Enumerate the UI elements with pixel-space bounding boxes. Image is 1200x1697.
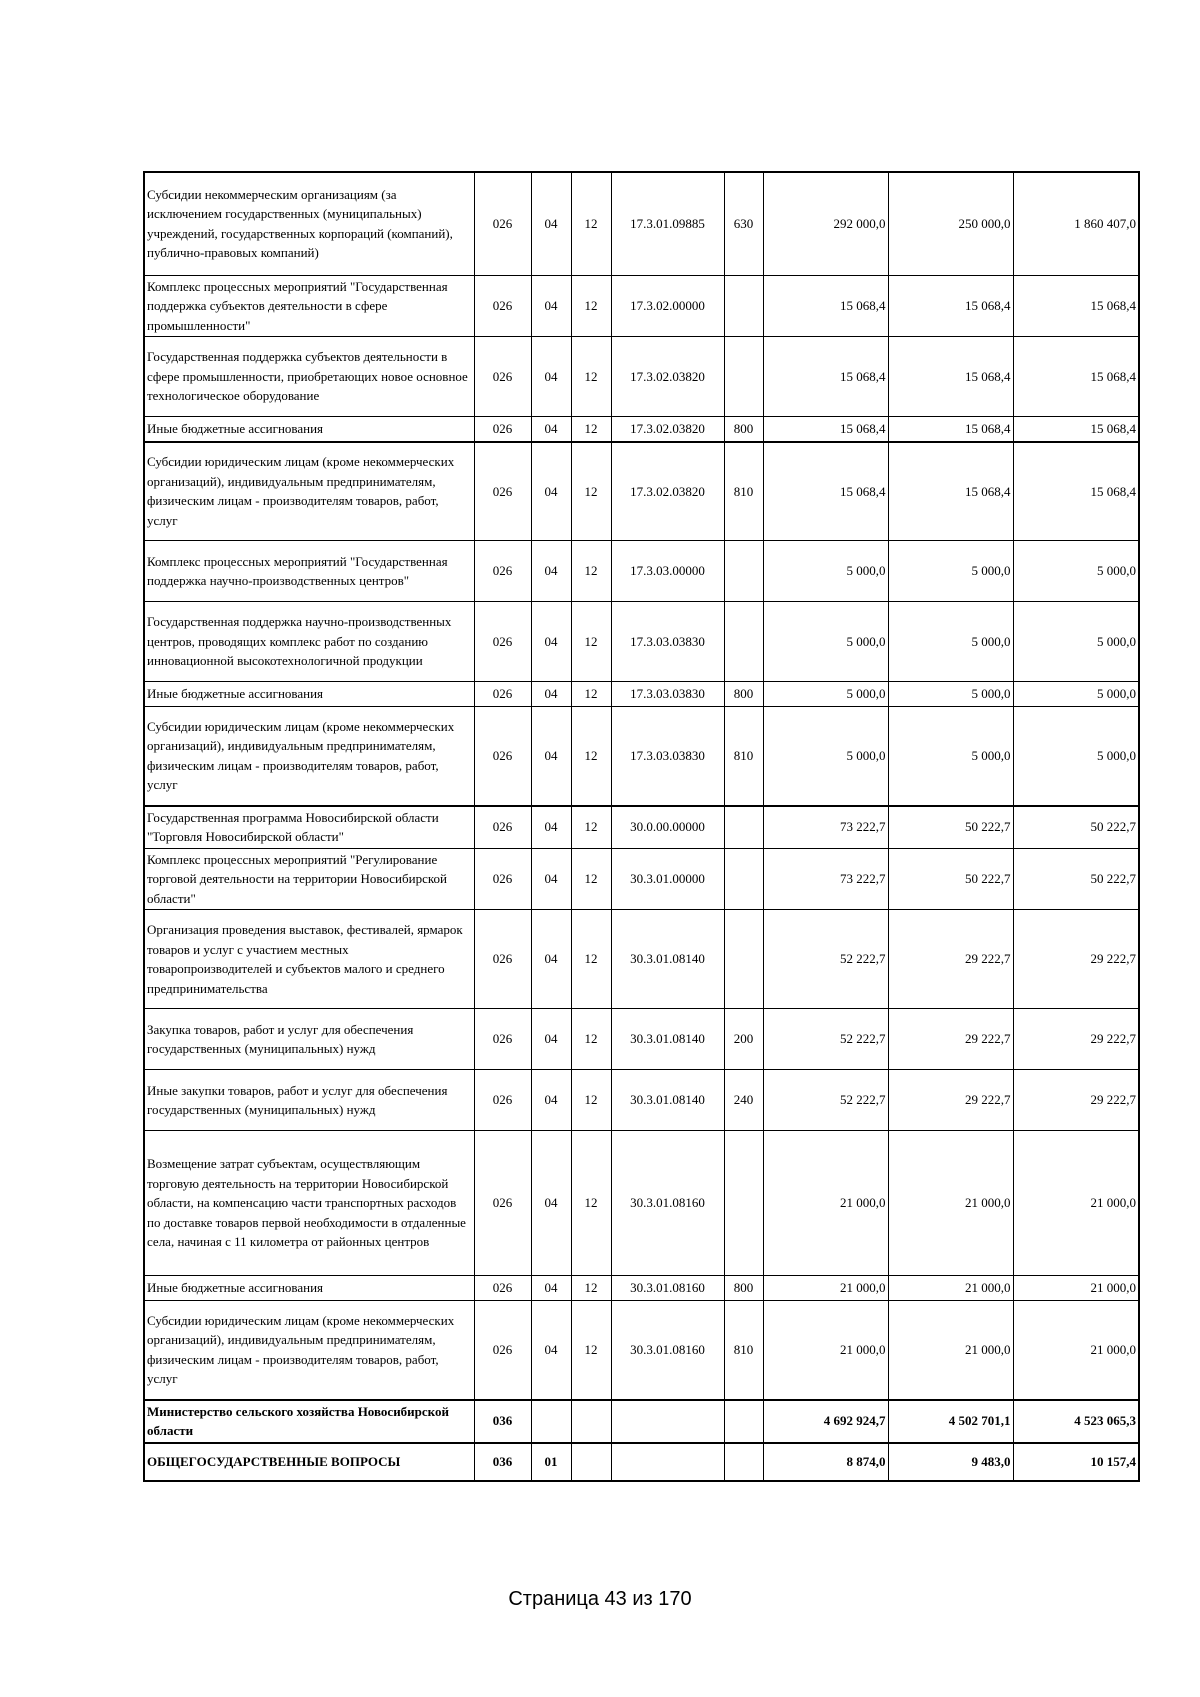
table-row [144,1070,1139,1131]
section-code: 04 [531,417,571,442]
target-article: 17.3.03.03830 [611,707,724,806]
target-article [611,1400,724,1443]
subsection-code: 12 [571,442,611,541]
ministry-code: 026 [474,806,531,849]
target-article [611,1443,724,1481]
subsection-code: 12 [571,682,611,707]
table-row [144,541,1139,602]
ministry-code: 026 [474,337,531,417]
section-code: 04 [531,707,571,806]
table-row [144,337,1139,417]
amount-year-3: 10 157,4 [1013,1443,1139,1481]
target-article: 17.3.03.00000 [611,541,724,602]
amount-year-1: 15 068,4 [763,417,888,442]
table-row [144,275,1139,337]
target-article: 17.3.02.03820 [611,417,724,442]
expense-type [724,337,763,417]
row-name: Возмещение затрат субъектам, осуществляющим торговую деятельность на территории Новосибирской области, на компенсацию части транспортных расходов по доставке товаров первой необходимости в отдаленные села, начиная с 11 километра от районных центров [144,1131,474,1276]
expense-type [724,806,763,849]
subsection-code [571,1443,611,1481]
section-code: 04 [531,541,571,602]
amount-year-1: 8 874,0 [763,1443,888,1481]
amount-year-2: 21 000,0 [888,1276,1013,1301]
amount-year-3: 15 068,4 [1013,442,1139,541]
ministry-code: 026 [474,417,531,442]
target-article: 17.3.03.03830 [611,682,724,707]
amount-year-1: 52 222,7 [763,910,888,1009]
subsection-code: 12 [571,602,611,682]
subsection-code: 12 [571,1070,611,1131]
table-row [144,1443,1139,1481]
amount-year-2: 15 068,4 [888,337,1013,417]
amount-year-3: 4 523 065,3 [1013,1400,1139,1443]
table-row [144,417,1139,442]
amount-year-1: 52 222,7 [763,1070,888,1131]
amount-year-1: 21 000,0 [763,1276,888,1301]
subsection-code: 12 [571,1301,611,1400]
expense-type: 630 [724,172,763,275]
amount-year-3: 5 000,0 [1013,682,1139,707]
expense-type [724,602,763,682]
amount-year-2: 4 502 701,1 [888,1400,1013,1443]
table-row [144,848,1139,910]
target-article: 17.3.03.03830 [611,602,724,682]
amount-year-2: 9 483,0 [888,1443,1013,1481]
target-article: 30.3.01.08140 [611,910,724,1009]
amount-year-3: 21 000,0 [1013,1276,1139,1301]
ministry-code: 026 [474,1301,531,1400]
section-code: 04 [531,910,571,1009]
table-row [144,682,1139,707]
section-code: 04 [531,337,571,417]
amount-year-3: 5 000,0 [1013,541,1139,602]
table-row [144,1009,1139,1070]
amount-year-3: 21 000,0 [1013,1131,1139,1276]
row-name: Иные бюджетные ассигнования [144,417,474,442]
target-article: 17.3.02.03820 [611,337,724,417]
amount-year-2: 250 000,0 [888,172,1013,275]
amount-year-3: 50 222,7 [1013,806,1139,849]
amount-year-3: 29 222,7 [1013,1009,1139,1070]
target-article: 30.3.01.00000 [611,848,724,910]
subsection-code: 12 [571,848,611,910]
table-row [144,172,1139,275]
table-row [144,707,1139,806]
target-article: 17.3.01.09885 [611,172,724,275]
subsection-code: 12 [571,417,611,442]
ministry-code: 026 [474,602,531,682]
section-code: 04 [531,172,571,275]
subsection-code: 12 [571,1009,611,1070]
amount-year-1: 73 222,7 [763,806,888,849]
amount-year-1: 73 222,7 [763,848,888,910]
row-name: Иные бюджетные ассигнования [144,682,474,707]
subsection-code: 12 [571,172,611,275]
amount-year-1: 15 068,4 [763,275,888,337]
expense-type [724,910,763,1009]
subsection-code: 12 [571,541,611,602]
target-article: 30.0.00.00000 [611,806,724,849]
amount-year-2: 29 222,7 [888,910,1013,1009]
table-row [144,1301,1139,1400]
ministry-code: 026 [474,1070,531,1131]
expense-type: 240 [724,1070,763,1131]
amount-year-3: 5 000,0 [1013,602,1139,682]
target-article: 30.3.01.08160 [611,1276,724,1301]
expense-type: 800 [724,417,763,442]
amount-year-1: 21 000,0 [763,1301,888,1400]
ministry-code: 026 [474,172,531,275]
expense-type [724,275,763,337]
ministry-code: 026 [474,1009,531,1070]
amount-year-1: 5 000,0 [763,707,888,806]
row-name: Государственная программа Новосибирской области "Торговля Новосибирской области" [144,806,474,849]
ministry-code: 026 [474,682,531,707]
row-name: Закупка товаров, работ и услуг для обеспечения государственных (муниципальных) нужд [144,1009,474,1070]
amount-year-2: 21 000,0 [888,1131,1013,1276]
expense-type [724,1131,763,1276]
row-name: Субсидии юридическим лицам (кроме некоммерческих организаций), индивидуальным предпринимателям, физическим лицам - производителям товаров, работ, услуг [144,707,474,806]
budget-table [143,171,1140,1482]
expense-type: 810 [724,442,763,541]
expense-type: 810 [724,1301,763,1400]
section-code: 04 [531,1301,571,1400]
section-code [531,1400,571,1443]
subsection-code: 12 [571,275,611,337]
row-name: Субсидии некоммерческим организациям (за исключением государственных (муниципальных) учреждений, государственных корпораций (компаний), публично-правовых компаний) [144,172,474,275]
table-row [144,1400,1139,1443]
amount-year-3: 15 068,4 [1013,337,1139,417]
amount-year-2: 15 068,4 [888,442,1013,541]
target-article: 30.3.01.08160 [611,1131,724,1276]
amount-year-3: 50 222,7 [1013,848,1139,910]
amount-year-2: 50 222,7 [888,848,1013,910]
subsection-code: 12 [571,1276,611,1301]
section-code: 04 [531,442,571,541]
page-number: Страница 43 из 170 [508,1588,692,1610]
row-name: Иные бюджетные ассигнования [144,1276,474,1301]
target-article: 30.3.01.08160 [611,1301,724,1400]
target-article: 17.3.02.03820 [611,442,724,541]
expense-type: 200 [724,1009,763,1070]
row-name: Государственная поддержка субъектов деятельности в сфере промышленности, приобретающих новое основное технологическое оборудование [144,337,474,417]
amount-year-3: 1 860 407,0 [1013,172,1139,275]
section-code: 04 [531,1009,571,1070]
row-name: Комплекс процессных мероприятий "Регулирование торговой деятельности на территории Новосибирской области" [144,848,474,910]
amount-year-1: 15 068,4 [763,442,888,541]
target-article: 30.3.01.08140 [611,1070,724,1131]
table-row [144,602,1139,682]
subsection-code: 12 [571,1131,611,1276]
row-name: Субсидии юридическим лицам (кроме некоммерческих организаций), индивидуальным предпринимателям, физическим лицам - производителям товаров, работ, услуг [144,442,474,541]
section-code: 04 [531,602,571,682]
section-code: 04 [531,1131,571,1276]
ministry-code: 026 [474,275,531,337]
subsection-code: 12 [571,707,611,806]
expense-type [724,1443,763,1481]
expense-type [724,541,763,602]
table-row [144,1276,1139,1301]
ministry-code: 026 [474,707,531,806]
amount-year-1: 5 000,0 [763,602,888,682]
section-code: 04 [531,275,571,337]
amount-year-3: 29 222,7 [1013,910,1139,1009]
section-code: 04 [531,1276,571,1301]
row-name: Министерство сельского хозяйства Новосибирской области [144,1400,474,1443]
table-row [144,806,1139,849]
amount-year-2: 29 222,7 [888,1070,1013,1131]
row-name: Государственная поддержка научно-производственных центров, проводящих комплекс работ по созданию инновационной высокотехнологичной продукции [144,602,474,682]
amount-year-3: 5 000,0 [1013,707,1139,806]
ministry-code: 026 [474,442,531,541]
amount-year-3: 15 068,4 [1013,417,1139,442]
table-row [144,442,1139,541]
ministry-code: 036 [474,1400,531,1443]
amount-year-2: 50 222,7 [888,806,1013,849]
amount-year-2: 5 000,0 [888,682,1013,707]
amount-year-1: 52 222,7 [763,1009,888,1070]
amount-year-1: 15 068,4 [763,337,888,417]
amount-year-2: 5 000,0 [888,707,1013,806]
amount-year-2: 15 068,4 [888,275,1013,337]
section-code: 04 [531,848,571,910]
ministry-code: 026 [474,541,531,602]
subsection-code: 12 [571,806,611,849]
amount-year-2: 15 068,4 [888,417,1013,442]
expense-type [724,848,763,910]
amount-year-3: 21 000,0 [1013,1301,1139,1400]
expense-type [724,1400,763,1443]
row-name: Иные закупки товаров, работ и услуг для обеспечения государственных (муниципальных) нужд [144,1070,474,1131]
row-name: Организация проведения выставок, фестивалей, ярмарок товаров и услуг с участием местных товаропроизводителей и субъектов малого и среднего предпринимательства [144,910,474,1009]
ministry-code: 026 [474,1131,531,1276]
section-code: 04 [531,1070,571,1131]
target-article: 17.3.02.00000 [611,275,724,337]
amount-year-2: 5 000,0 [888,602,1013,682]
amount-year-1: 4 692 924,7 [763,1400,888,1443]
row-name: Субсидии юридическим лицам (кроме некоммерческих организаций), индивидуальным предпринимателям, физическим лицам - производителям товаров, работ, услуг [144,1301,474,1400]
amount-year-1: 5 000,0 [763,541,888,602]
amount-year-3: 29 222,7 [1013,1070,1139,1131]
subsection-code: 12 [571,910,611,1009]
amount-year-1: 21 000,0 [763,1131,888,1276]
section-code: 01 [531,1443,571,1481]
row-name: ОБЩЕГОСУДАРСТВЕННЫЕ ВОПРОСЫ [144,1443,474,1481]
expense-type: 800 [724,1276,763,1301]
row-name: Комплекс процессных мероприятий "Государственная поддержка научно-производственных центров" [144,541,474,602]
target-article: 30.3.01.08140 [611,1009,724,1070]
amount-year-2: 5 000,0 [888,541,1013,602]
subsection-code: 12 [571,337,611,417]
expense-type: 800 [724,682,763,707]
amount-year-1: 292 000,0 [763,172,888,275]
amount-year-2: 21 000,0 [888,1301,1013,1400]
amount-year-1: 5 000,0 [763,682,888,707]
row-name: Комплекс процессных мероприятий "Государственная поддержка субъектов деятельности в сфере промышленности" [144,275,474,337]
ministry-code: 026 [474,848,531,910]
table-row [144,910,1139,1009]
expense-type: 810 [724,707,763,806]
section-code: 04 [531,806,571,849]
table-row [144,1131,1139,1276]
amount-year-2: 29 222,7 [888,1009,1013,1070]
ministry-code: 026 [474,910,531,1009]
amount-year-3: 15 068,4 [1013,275,1139,337]
ministry-code: 036 [474,1443,531,1481]
ministry-code: 026 [474,1276,531,1301]
subsection-code [571,1400,611,1443]
section-code: 04 [531,682,571,707]
